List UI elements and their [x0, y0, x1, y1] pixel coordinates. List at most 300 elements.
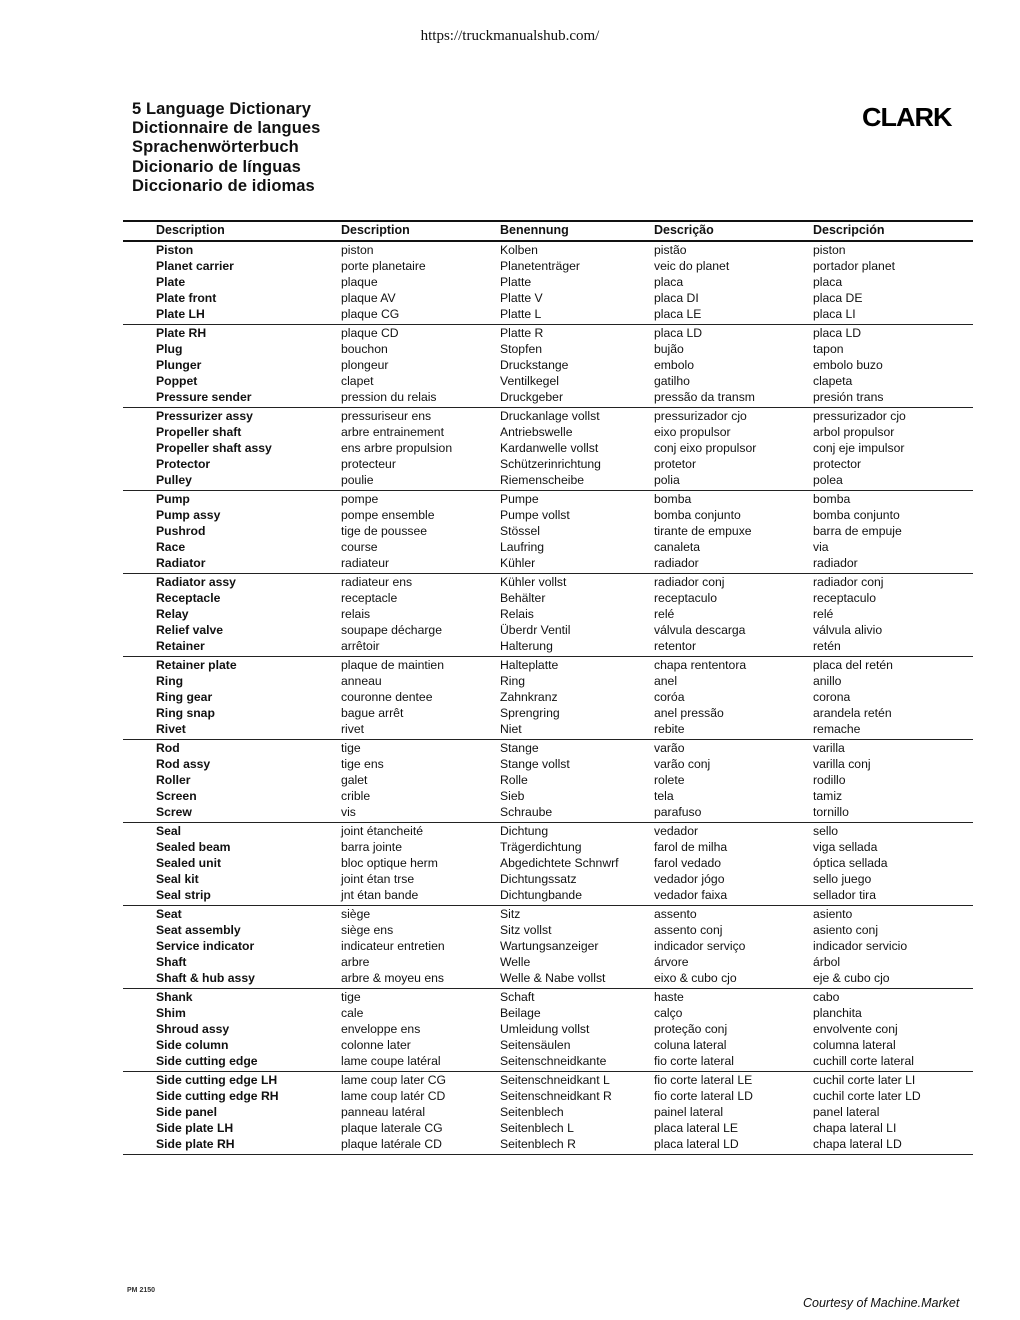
cell-portuguese: varão — [654, 741, 685, 755]
table-row — [123, 523, 973, 539]
cell-english: Seal strip — [156, 888, 211, 902]
cell-english: Side cutting edge LH — [156, 1073, 278, 1087]
cell-portuguese: placa DI — [654, 291, 699, 305]
table-top-rule — [123, 220, 973, 222]
cell-portuguese: protetor — [654, 457, 697, 471]
cell-english: Side column — [156, 1038, 229, 1052]
cell-german: Kühler — [500, 556, 536, 570]
cell-french: enveloppe ens — [341, 1022, 421, 1036]
page-url: https://truckmanualshub.com/ — [420, 28, 600, 44]
table-row — [123, 756, 973, 772]
table-row — [123, 906, 973, 922]
cell-portuguese: fio corte lateral — [654, 1054, 734, 1068]
cell-spanish: sello juego — [813, 872, 872, 886]
cell-portuguese: assento — [654, 907, 697, 921]
cell-english: Ring snap — [156, 706, 215, 720]
cell-spanish: cuchil corte later LD — [813, 1089, 921, 1103]
cell-german: Halterung — [500, 639, 553, 653]
cell-french: plaque AV — [341, 291, 396, 305]
cell-german: Sitz — [500, 907, 521, 921]
courtesy-credit: Courtesy of Machine.Market — [803, 1296, 960, 1310]
cell-german: Sitz vollst — [500, 923, 552, 937]
cell-french: radiateur — [341, 556, 390, 570]
cell-spanish: cabo — [813, 990, 840, 1004]
cell-portuguese: veic do planet — [654, 259, 730, 273]
cell-french: plaque — [341, 275, 378, 289]
cell-spanish: cuchil corte later LI — [813, 1073, 916, 1087]
cell-french: arbre & moyeu ens — [341, 971, 444, 985]
cell-english: Side cutting edge — [156, 1054, 258, 1068]
dictionary-titles — [132, 100, 320, 196]
cell-french: pompe — [341, 492, 379, 506]
table-row — [123, 938, 973, 954]
cell-german: Stange vollst — [500, 757, 570, 771]
cell-spanish: via — [813, 540, 829, 554]
cell-german: Antriebswelle — [500, 425, 573, 439]
title-english: 5 Language Dictionary — [132, 100, 312, 118]
cell-french: barra jointe — [341, 840, 402, 854]
cell-german: Rolle — [500, 773, 528, 787]
cell-portuguese: relé — [654, 607, 675, 621]
cell-spanish: envolvente conj — [813, 1022, 898, 1036]
entry-group — [123, 491, 973, 574]
cell-french: arrêtoir — [341, 639, 380, 653]
cell-french: arbre entrainement — [341, 425, 444, 439]
table-row — [123, 1104, 973, 1120]
cell-german: Sprengring — [500, 706, 560, 720]
table-row — [123, 638, 973, 654]
cell-portuguese: embolo — [654, 358, 694, 372]
cell-german: Riemenscheibe — [500, 473, 585, 487]
cell-french: poulie — [341, 473, 374, 487]
cell-spanish: placa del retén — [813, 658, 893, 672]
cell-english: Side cutting edge RH — [156, 1089, 279, 1103]
cell-portuguese: coluna lateral — [654, 1038, 727, 1052]
cell-english: Pressure sender — [156, 390, 252, 404]
cell-german: Relais — [500, 607, 534, 621]
cell-english: Seat — [156, 907, 182, 921]
cell-english: Sealed beam — [156, 840, 231, 854]
cell-portuguese: radiador conj — [654, 575, 725, 589]
cell-german: Seitenschneidkante — [500, 1054, 607, 1068]
table-row — [123, 839, 973, 855]
cell-french: tige — [341, 741, 361, 755]
table-header — [123, 223, 973, 239]
cell-english: Side plate LH — [156, 1121, 234, 1135]
cell-spanish: polea — [813, 473, 843, 487]
cell-english: Seal — [156, 824, 182, 838]
cell-spanish: placa LD — [813, 326, 862, 340]
cell-german: Platte — [500, 275, 532, 289]
cell-german: Platte V — [500, 291, 543, 305]
table-row — [123, 705, 973, 721]
cell-spanish: asiento — [813, 907, 853, 921]
cell-spanish: barra de empuje — [813, 524, 902, 538]
cell-french: tige de poussee — [341, 524, 428, 538]
cell-portuguese: pressão da transm — [654, 390, 755, 404]
table-body — [123, 242, 973, 1155]
table-row — [123, 274, 973, 290]
entry-group — [123, 740, 973, 823]
cell-portuguese: conj eixo propulsor — [654, 441, 757, 455]
cell-portuguese: gatilho — [654, 374, 690, 388]
cell-portuguese: fio corte lateral LE — [654, 1073, 753, 1087]
cell-english: Service indicator — [156, 939, 255, 953]
cell-portuguese: bomba — [654, 492, 692, 506]
cell-portuguese: haste — [654, 990, 684, 1004]
cell-french: colonne later — [341, 1038, 411, 1052]
cell-french: pressuriseur ens — [341, 409, 432, 423]
table-row — [123, 357, 973, 373]
table-row — [123, 855, 973, 871]
cell-french: soupape décharge — [341, 623, 442, 637]
cell-french: bague arrêt — [341, 706, 404, 720]
cell-german: Zahnkranz — [500, 690, 558, 704]
cell-spanish: anillo — [813, 674, 842, 688]
cell-spanish: relé — [813, 607, 834, 621]
cell-french: arbre — [341, 955, 370, 969]
cell-english: Rivet — [156, 722, 186, 736]
cell-french: course — [341, 540, 378, 554]
cell-german: Kardanwelle vollst — [500, 441, 599, 455]
cell-portuguese: retentor — [654, 639, 697, 653]
cell-spanish: indicador servicio — [813, 939, 908, 953]
cell-portuguese: radiador — [654, 556, 699, 570]
table-row — [123, 325, 973, 341]
cell-german: Seitenschneidkant L — [500, 1073, 610, 1087]
table-row — [123, 574, 973, 590]
cell-english: Receptacle — [156, 591, 221, 605]
entry-group — [123, 823, 973, 906]
table-row — [123, 622, 973, 638]
cell-portuguese: parafuso — [654, 805, 702, 819]
table-row — [123, 772, 973, 788]
cell-english: Plate RH — [156, 326, 207, 340]
cell-spanish: árbol — [813, 955, 841, 969]
cell-spanish: planchita — [813, 1006, 862, 1020]
table-row — [123, 290, 973, 306]
cell-portuguese: pressurizador cjo — [654, 409, 747, 423]
cell-german: Welle & Nabe vollst — [500, 971, 606, 985]
cell-portuguese: eixo propulsor — [654, 425, 731, 439]
cell-german: Dichtung — [500, 824, 549, 838]
header-german: Benennung — [500, 223, 569, 237]
cell-french: lame coup latér CD — [341, 1089, 446, 1103]
table-row — [123, 1072, 973, 1088]
cell-french: receptacle — [341, 591, 398, 605]
table-row — [123, 989, 973, 1005]
table-row — [123, 306, 973, 322]
cell-english: Radiator — [156, 556, 206, 570]
cell-portuguese: placa lateral LD — [654, 1137, 739, 1151]
title-spanish: Diccionario de idiomas — [132, 176, 315, 195]
cell-portuguese: rolete — [654, 773, 685, 787]
cell-german: Behälter — [500, 591, 546, 605]
cell-spanish: panel lateral — [813, 1105, 880, 1119]
entry-group — [123, 1072, 973, 1155]
cell-portuguese: farol vedado — [654, 856, 722, 870]
cell-english: Poppet — [156, 374, 198, 388]
cell-german: Ventilkegel — [500, 374, 559, 388]
cell-english: Side panel — [156, 1105, 217, 1119]
cell-portuguese: válvula descarga — [654, 623, 746, 637]
cell-portuguese: rebite — [654, 722, 685, 736]
title-french: Dictionnaire de langues — [132, 119, 321, 138]
cell-french: anneau — [341, 674, 382, 688]
cell-spanish: radiador conj — [813, 575, 884, 589]
cell-english: Relay — [156, 607, 189, 621]
cell-portuguese: fio corte lateral LD — [654, 1089, 753, 1103]
cell-french: vis — [341, 805, 356, 819]
cell-english: Plate LH — [156, 307, 205, 321]
cell-english: Pump — [156, 492, 190, 506]
cell-german: Seitenblech L — [500, 1121, 574, 1135]
cell-spanish: chapa lateral LD — [813, 1137, 902, 1151]
cell-french: porte planetaire — [341, 259, 426, 273]
cell-french: lame coup later CG — [341, 1073, 446, 1087]
table-row — [123, 1120, 973, 1136]
cell-german: Druckstange — [500, 358, 569, 372]
cell-spanish: radiador — [813, 556, 858, 570]
table-row — [123, 804, 973, 820]
cell-english: Seal kit — [156, 872, 199, 886]
table-row — [123, 389, 973, 405]
cell-spanish: asiento conj — [813, 923, 879, 937]
entry-group — [123, 574, 973, 657]
cell-portuguese: bujão — [654, 342, 684, 356]
table-row — [123, 424, 973, 440]
cell-spanish: varilla conj — [813, 757, 871, 771]
table-row — [123, 507, 973, 523]
cell-spanish: clapeta — [813, 374, 853, 388]
cell-german: Stopfen — [500, 342, 543, 356]
cell-english: Piston — [156, 243, 194, 257]
cell-french: bouchon — [341, 342, 388, 356]
clark-logo: CLARK — [862, 103, 952, 132]
cell-german: Stössel — [500, 524, 540, 538]
cell-spanish: chapa lateral LI — [813, 1121, 897, 1135]
table-row — [123, 606, 973, 622]
cell-spanish: sello — [813, 824, 839, 838]
cell-spanish: eje & cubo cjo — [813, 971, 890, 985]
table-row — [123, 689, 973, 705]
cell-french: pression du relais — [341, 390, 437, 404]
cell-french: plaque latérale CD — [341, 1137, 442, 1151]
cell-portuguese: chapa rententora — [654, 658, 747, 672]
cell-portuguese: vedador — [654, 824, 699, 838]
cell-portuguese: bomba conjunto — [654, 508, 741, 522]
cell-german: Umleidung vollst — [500, 1022, 590, 1036]
cell-spanish: arandela retén — [813, 706, 892, 720]
cell-english: Propeller shaft — [156, 425, 242, 439]
cell-spanish: retén — [813, 639, 841, 653]
cell-french: protecteur — [341, 457, 396, 471]
cell-french: tige ens — [341, 757, 384, 771]
cell-english: Sealed unit — [156, 856, 222, 870]
cell-german: Druckanlage vollst — [500, 409, 600, 423]
cell-spanish: tornillo — [813, 805, 849, 819]
table-row — [123, 258, 973, 274]
cell-english: Screen — [156, 789, 197, 803]
table-row — [123, 887, 973, 903]
cell-spanish: varilla — [813, 741, 845, 755]
cell-portuguese: assento conj — [654, 923, 723, 937]
cell-spanish: pressurizador cjo — [813, 409, 906, 423]
cell-portuguese: varão conj — [654, 757, 711, 771]
cell-french: plaque CG — [341, 307, 400, 321]
cell-german: Dichtungssatz — [500, 872, 577, 886]
cell-english: Pump assy — [156, 508, 221, 522]
cell-french: piston — [341, 243, 374, 257]
cell-english: Plug — [156, 342, 183, 356]
table-row — [123, 788, 973, 804]
cell-spanish: protector — [813, 457, 862, 471]
cell-french: bloc optique herm — [341, 856, 438, 870]
cell-french: plaque CD — [341, 326, 399, 340]
table-row — [123, 657, 973, 673]
cell-german: Niet — [500, 722, 522, 736]
cell-spanish: sellador tira — [813, 888, 876, 902]
table-row — [123, 740, 973, 756]
cell-german: Seitenblech R — [500, 1137, 576, 1151]
cell-english: Propeller shaft assy — [156, 441, 272, 455]
cell-portuguese: placa LE — [654, 307, 702, 321]
entry-group — [123, 242, 973, 325]
cell-german: Druckgeber — [500, 390, 563, 404]
table-row — [123, 1053, 973, 1069]
cell-french: siège ens — [341, 923, 394, 937]
cell-french: clapet — [341, 374, 374, 388]
cell-english: Ring gear — [156, 690, 213, 704]
cell-portuguese: receptaculo — [654, 591, 718, 605]
cell-spanish: remache — [813, 722, 861, 736]
cell-spanish: piston — [813, 243, 846, 257]
cell-portuguese: árvore — [654, 955, 689, 969]
cell-english: Protector — [156, 457, 211, 471]
cell-german: Pumpe — [500, 492, 539, 506]
cell-french: rivet — [341, 722, 365, 736]
table-row — [123, 373, 973, 389]
cell-spanish: placa DE — [813, 291, 863, 305]
cell-spanish: tamiz — [813, 789, 843, 803]
cell-spanish: rodillo — [813, 773, 846, 787]
cell-portuguese: vedador jógo — [654, 872, 725, 886]
cell-french: plaque de maintien — [341, 658, 444, 672]
cell-spanish: placa LI — [813, 307, 856, 321]
table-row — [123, 871, 973, 887]
cell-german: Laufring — [500, 540, 545, 554]
cell-portuguese: painel lateral — [654, 1105, 724, 1119]
cell-portuguese: placa lateral LE — [654, 1121, 739, 1135]
cell-portuguese: anel pressão — [654, 706, 724, 720]
cell-spanish: embolo buzo — [813, 358, 883, 372]
cell-german: Planetenträger — [500, 259, 580, 273]
cell-german: Ring — [500, 674, 526, 688]
table-row — [123, 472, 973, 488]
table-row — [123, 970, 973, 986]
cell-french: tige — [341, 990, 361, 1004]
cell-spanish: óptica sellada — [813, 856, 888, 870]
table-row — [123, 440, 973, 456]
cell-english: Pushrod — [156, 524, 206, 538]
cell-german: Welle — [500, 955, 531, 969]
header-english: Description — [156, 223, 225, 237]
entry-group — [123, 989, 973, 1072]
entry-group — [123, 906, 973, 989]
cell-spanish: arbol propulsor — [813, 425, 895, 439]
cell-english: Relief valve — [156, 623, 224, 637]
cell-english: Shank — [156, 990, 193, 1004]
cell-english: Pulley — [156, 473, 192, 487]
cell-german: Schraube — [500, 805, 553, 819]
cell-german: Sieb — [500, 789, 525, 803]
cell-german: Halteplatte — [500, 658, 559, 672]
table-row — [123, 1021, 973, 1037]
table-row — [123, 539, 973, 555]
cell-german: Dichtungbande — [500, 888, 582, 902]
cell-french: panneau latéral — [341, 1105, 426, 1119]
table-row — [123, 1005, 973, 1021]
cell-german: Kolben — [500, 243, 538, 257]
table-row — [123, 922, 973, 938]
cell-english: Shaft & hub assy — [156, 971, 255, 985]
entry-group — [123, 657, 973, 740]
cell-german: Schaft — [500, 990, 535, 1004]
cell-english: Shaft — [156, 955, 187, 969]
cell-portuguese: anel — [654, 674, 678, 688]
table-row — [123, 673, 973, 689]
table-row — [123, 721, 973, 737]
cell-portuguese: coróa — [654, 690, 685, 704]
cell-german: Schützerinrichtung — [500, 457, 601, 471]
cell-french: galet — [341, 773, 368, 787]
cell-spanish: columna lateral — [813, 1038, 896, 1052]
cell-portuguese: vedador faixa — [654, 888, 728, 902]
table-row — [123, 408, 973, 424]
cell-spanish: válvula alivio — [813, 623, 883, 637]
cell-english: Planet carrier — [156, 259, 234, 273]
cell-german: Platte R — [500, 326, 544, 340]
table-row — [123, 491, 973, 507]
table-row — [123, 242, 973, 258]
cell-spanish: corona — [813, 690, 851, 704]
cell-french: indicateur entretien — [341, 939, 445, 953]
cell-german: Seitenblech — [500, 1105, 564, 1119]
table-row — [123, 1136, 973, 1152]
cell-french: cale — [341, 1006, 364, 1020]
cell-portuguese: tela — [654, 789, 674, 803]
cell-german: Wartungsanzeiger — [500, 939, 599, 953]
table-row — [123, 341, 973, 357]
table-row — [123, 456, 973, 472]
cell-english: Shim — [156, 1006, 186, 1020]
cell-french: relais — [341, 607, 371, 621]
cell-english: Race — [156, 540, 186, 554]
cell-german: Trägerdichtung — [500, 840, 582, 854]
header-french: Description — [341, 223, 410, 237]
table-row — [123, 590, 973, 606]
cell-english: Plunger — [156, 358, 202, 372]
cell-portuguese: indicador serviço — [654, 939, 746, 953]
cell-german: Beilage — [500, 1006, 541, 1020]
cell-portuguese: proteção conj — [654, 1022, 728, 1036]
cell-french: joint étan trse — [341, 872, 415, 886]
cell-english: Screw — [156, 805, 192, 819]
cell-spanish: receptaculo — [813, 591, 877, 605]
cell-spanish: portador planet — [813, 259, 895, 273]
document-code: PM 2150 — [127, 1287, 156, 1294]
cell-german: Abgedichtete Schnwrf — [500, 856, 619, 870]
